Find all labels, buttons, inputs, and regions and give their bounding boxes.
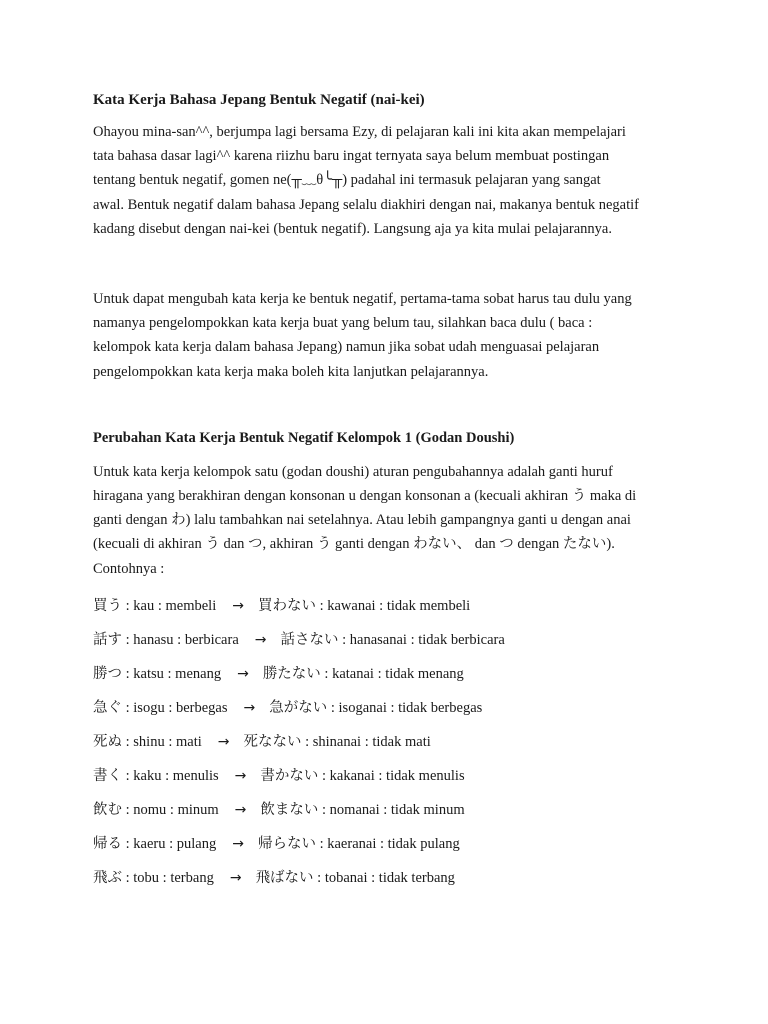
example-negative: 書かない : kakanai : tidak menulis (260, 767, 465, 784)
example-row (93, 691, 678, 725)
example-negative: 死なない : shinanai : tidak mati (243, 733, 431, 750)
example-negative: 飛ばない : tobanai : tidak terbang (255, 869, 455, 886)
section-heading: Perubahan Kata Kerja Bentuk Negatif Kelompok 1 (Godan Doushi) (93, 429, 515, 446)
document-page (93, 90, 678, 895)
example-row (93, 793, 678, 827)
example-base: 書く : kaku : menulis (93, 767, 219, 784)
arrow-icon: → (232, 835, 244, 852)
example-base: 勝つ : katsu : menang (93, 665, 222, 682)
example-row (93, 725, 678, 759)
example-negative: 帰らない : kaeranai : tidak pulang (257, 835, 460, 852)
example-row (93, 827, 678, 861)
example-negative: 話さない : hanasanai : tidak berbicara (280, 631, 505, 648)
prerequisite-paragraph: Untuk dapat mengubah kata kerja ke bentuk negatif, pertama-tama sobat harus tau dulu yang namanya pengelompokkan kata kerja buat yang belum tau, silahkan baca dulu ( baca : kelompok kata kerja dalam bahasa Jepang) namun jika sobat udah menguasai pelajaran pengelompokkan kata kerja maka boleh kita lanjutkan pelajarannya. (93, 291, 632, 380)
example-base: 飛ぶ : tobu : terbang (93, 869, 214, 886)
example-base: 帰る : kaeru : pulang (93, 835, 217, 852)
example-negative: 買わない : kawanai : tidak membeli (257, 597, 471, 614)
rule-paragraph: Untuk kata kerja kelompok satu (godan doushi) aturan pengubahannya adalah ganti huruf hiragana yang berakhiran dengan konsonan u dengan konsonan a (kecuali akhiran う maka di ganti dengan わ) lalu tambahkan nai setelahnya. Atau lebih gampangnya ganti u dengan anai (kecuali di akhiran う dan つ, akhiran う ganti dengan わない、 dan つ dengan たない). Contohnya : (93, 463, 637, 577)
document-title: Kata Kerja Bahasa Jepang Bentuk Negatif (nai-kei) (93, 92, 425, 108)
example-list (93, 589, 678, 895)
example-negative: 勝たない : katanai : tidak menang (262, 665, 464, 682)
example-negative: 飲まない : nomanai : tidak minum (260, 801, 465, 818)
example-row (93, 861, 678, 895)
example-base: 買う : kau : membeli (93, 597, 217, 614)
example-row (93, 657, 678, 691)
example-base: 飲む : nomu : minum (93, 801, 219, 818)
arrow-icon: → (237, 665, 249, 682)
example-row (93, 623, 678, 657)
example-base: 死ぬ : shinu : mati (93, 733, 202, 750)
example-row (93, 759, 678, 793)
intro-paragraph: Ohayou mina-san^^, berjumpa lagi bersama Ezy, di pelajaran kali ini kita akan mempelajari tata bahasa dasar lagi^^ karena riizhu baru ingat ternyata saya belum membuat postingan tentang bentuk negatif, gomen ne(╥﹏θ╰╥) padahal ini termasuk pelajaran yang sangat awal. Bentuk negatif dalam bahasa Jepang selalu diakhiri dengan nai, makanya bentuk negatif kadang disebut dengan nai-kei (bentuk negatif). Langsung aja ya kita mulai pelajarannya. (93, 124, 639, 237)
example-base: 話す : hanasu : berbicara (93, 631, 239, 648)
arrow-icon: → (243, 699, 256, 716)
arrow-icon: → (234, 801, 247, 818)
arrow-icon: → (217, 733, 230, 750)
example-row (93, 589, 678, 623)
arrow-icon: → (254, 631, 267, 648)
arrow-icon: → (232, 597, 244, 614)
arrow-icon: → (229, 869, 242, 886)
example-negative: 急がない : isoganai : tidak berbegas (269, 699, 483, 716)
arrow-icon: → (234, 767, 247, 784)
example-base: 急ぐ : isogu : berbegas (93, 699, 228, 716)
